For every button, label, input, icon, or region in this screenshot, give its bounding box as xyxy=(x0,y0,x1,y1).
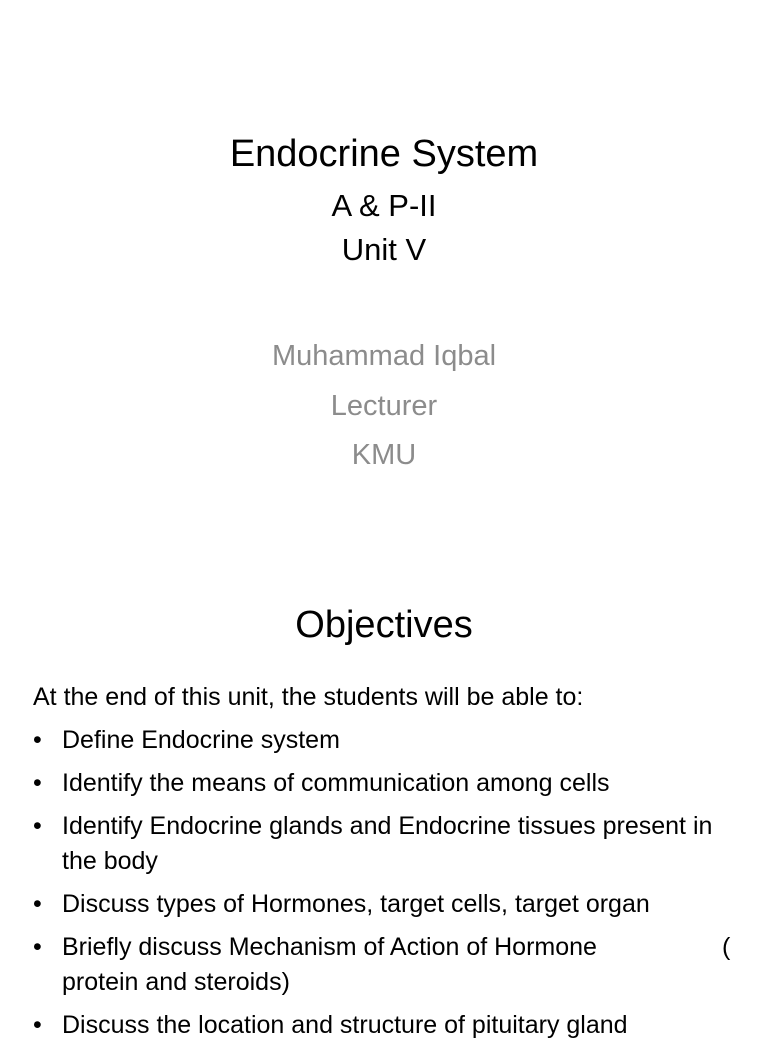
slide-subtitle xyxy=(0,184,768,272)
objectives-intro: At the end of this unit, the students will be able to: xyxy=(33,683,584,711)
bullet-icon: • xyxy=(33,769,42,797)
list-item xyxy=(33,809,753,879)
bullet-text: Identify Endocrine glands and Endocrine tissues present in the body xyxy=(62,812,713,875)
bullet-text: Identify the means of communication among cells xyxy=(62,769,610,797)
slide-title: Endocrine System xyxy=(229,133,539,175)
author-role: Lecturer xyxy=(330,389,438,422)
author-name: Muhammad Iqbal xyxy=(271,340,497,372)
bullet-icon: • xyxy=(33,1011,42,1039)
objectives-title: Objectives xyxy=(295,604,473,646)
list-item xyxy=(33,930,753,1000)
list-item xyxy=(33,723,753,758)
unit-label: Unit V xyxy=(341,232,427,267)
bullet-text: Discuss the location and structure of pituitary gland xyxy=(62,1011,628,1039)
bullet-icon: • xyxy=(33,933,42,961)
author-info xyxy=(0,332,768,481)
bullet-text: Discuss types of Hormones, target cells, target organ xyxy=(62,890,650,918)
list-item xyxy=(33,1008,753,1043)
bullet-icon: • xyxy=(33,890,42,918)
bullet-icon: • xyxy=(33,812,42,840)
list-item xyxy=(33,887,753,922)
objectives-list xyxy=(33,723,753,1043)
objectives-body xyxy=(33,680,753,1051)
bullet-icon: • xyxy=(33,726,42,754)
course-code: A & P-II xyxy=(331,188,437,223)
bullet-text: Briefly discuss Mechanism of Action of Hormone ( protein and steroids) xyxy=(62,933,738,996)
list-item xyxy=(33,766,753,801)
author-organization: KMU xyxy=(351,439,417,471)
bullet-text: Define Endocrine system xyxy=(62,726,340,754)
